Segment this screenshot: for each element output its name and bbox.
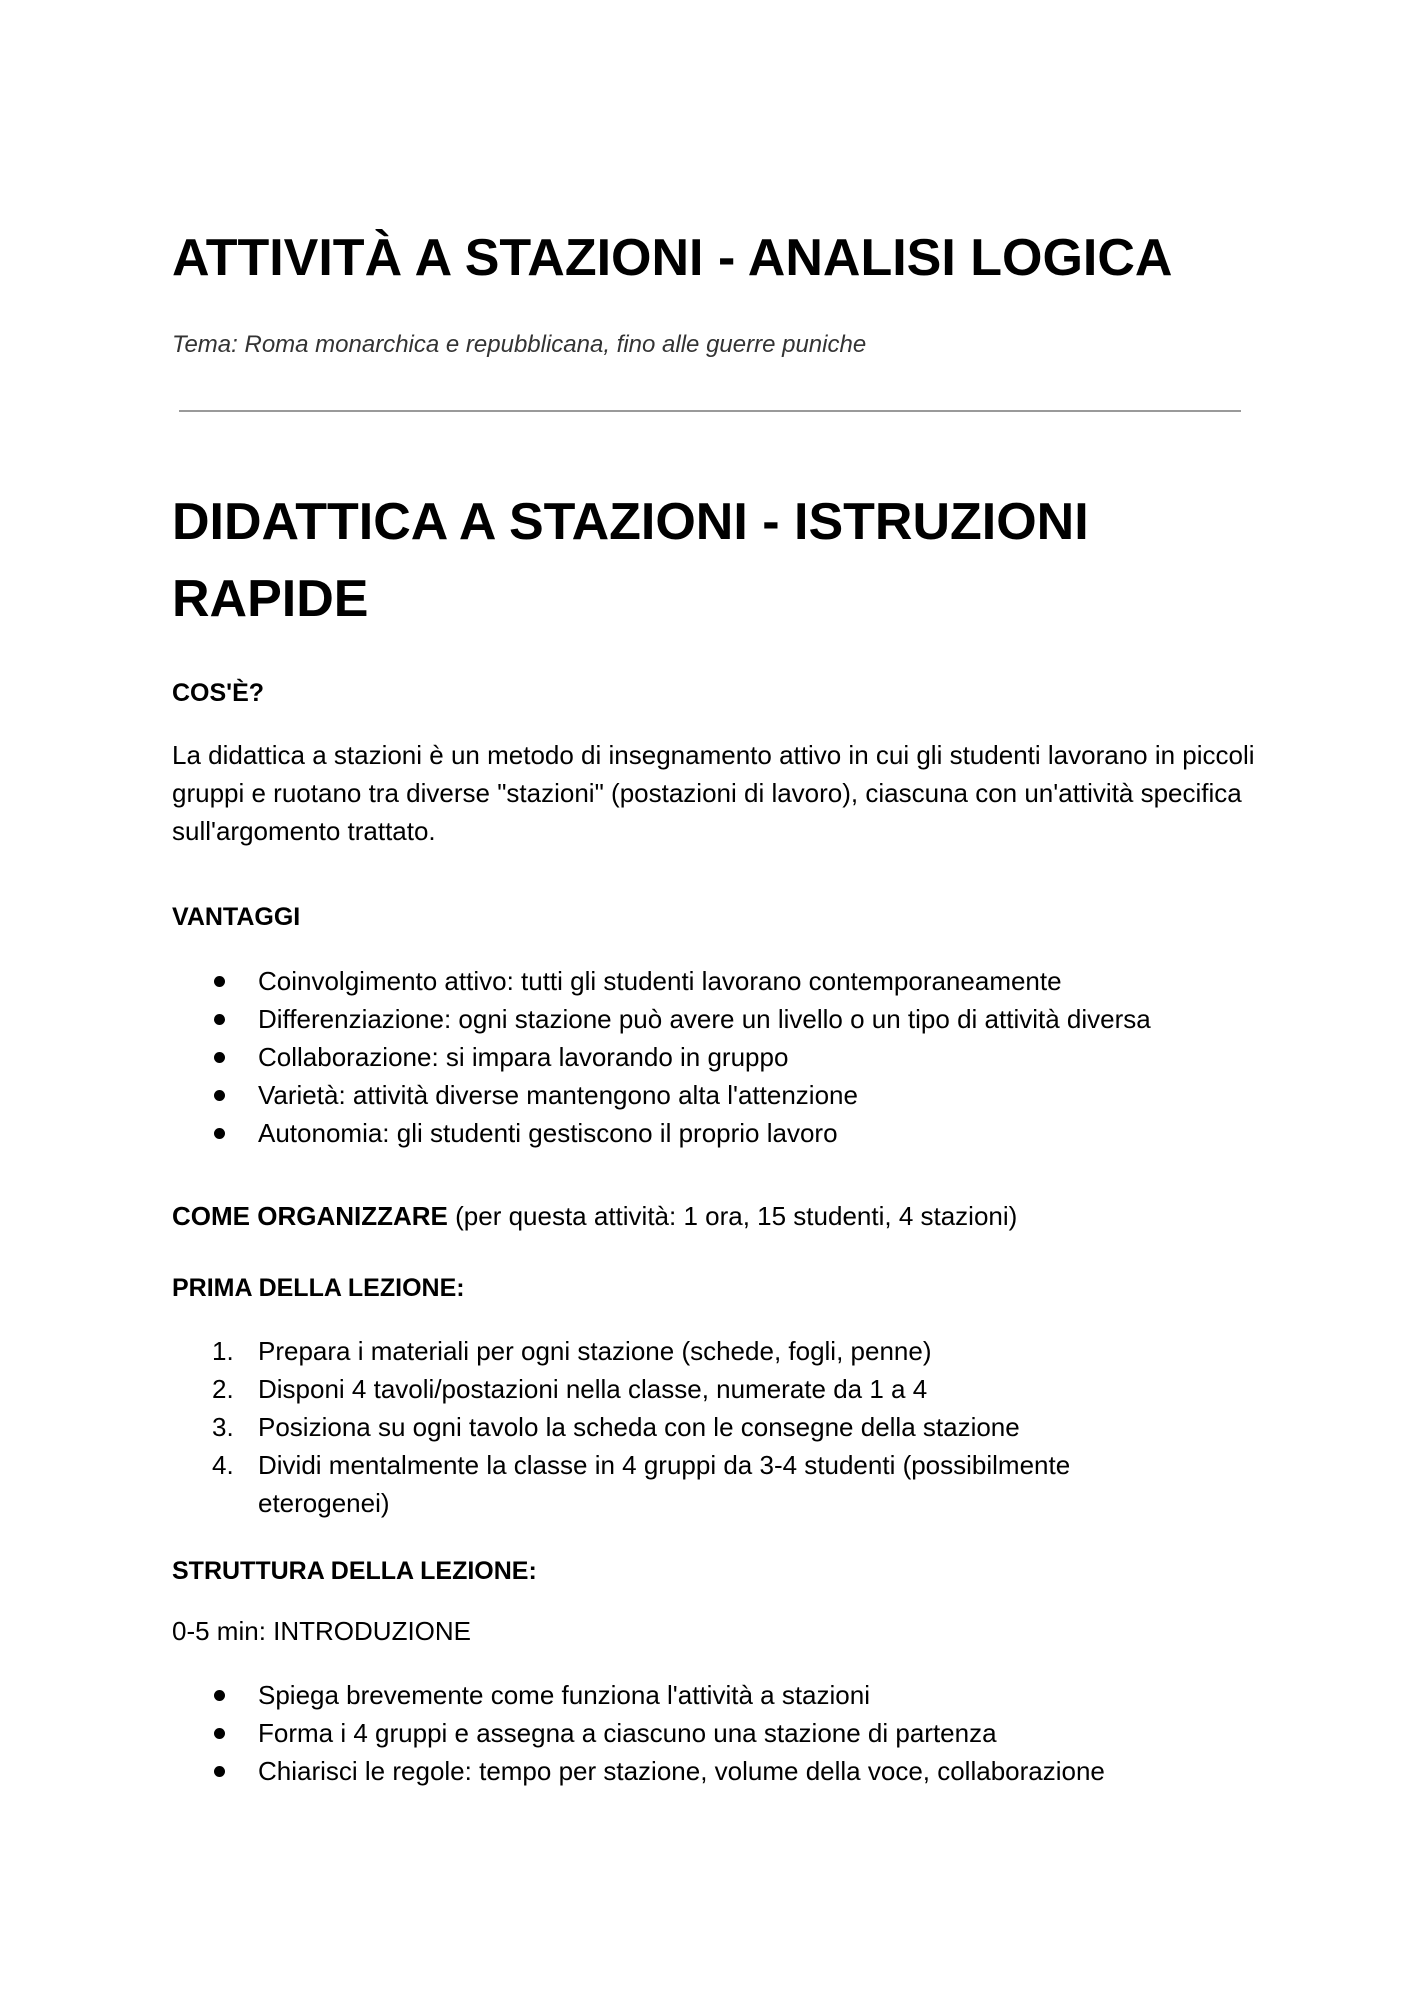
- list-item-text: Dividi mentalmente la classe in 4 gruppi da 3-4 studenti (possibilmente eterogenei): [258, 1450, 1071, 1518]
- list-item: [172, 1714, 1262, 1752]
- cose-heading: COS'È?: [172, 679, 265, 707]
- list-item-text: Prepara i materiali per ogni stazione (schede, fogli, penne): [258, 1336, 932, 1366]
- list-item: [172, 962, 1262, 1000]
- list-item: [172, 1370, 1262, 1408]
- list-item-text: Differenziazione: ogni stazione può avere un livello o un tipo di attività diversa: [258, 1004, 1151, 1034]
- bullet-icon: [214, 1752, 244, 1790]
- list-item-text: Collaborazione: si impara lavorando in gruppo: [258, 1042, 789, 1072]
- list-item-text: Forma i 4 gruppi e assegna a ciascuno una stazione di partenza: [258, 1718, 997, 1748]
- list-item-text: Posiziona su ogni tavolo la scheda con le consegne della stazione: [258, 1412, 1020, 1442]
- bullet-icon: [214, 1114, 244, 1152]
- bullet-icon: [214, 1714, 244, 1752]
- organizzare-line: [172, 1197, 1262, 1235]
- list-number: 2.: [212, 1374, 234, 1404]
- list-item: [172, 1408, 1262, 1446]
- list-item: [172, 1752, 1262, 1790]
- list-item: [172, 1446, 1128, 1522]
- bullet-icon: [214, 1038, 244, 1076]
- organizzare-detail: (per questa attività: 1 ora, 15 studenti, 4 stazioni): [447, 1201, 1018, 1231]
- prima-heading: PRIMA DELLA LEZIONE:: [172, 1274, 465, 1302]
- bullet-icon: [214, 962, 244, 1000]
- list-number: 3.: [212, 1412, 234, 1442]
- vantaggi-heading: VANTAGGI: [172, 903, 301, 931]
- document-title: ATTIVITÀ A STAZIONI - ANALISI LOGICA: [172, 229, 1173, 287]
- list-number: 1.: [212, 1336, 234, 1366]
- document-subtitle: Tema: Roma monarchica e repubblicana, fino alle guerre puniche: [172, 331, 867, 358]
- horizontal-divider: [179, 410, 1241, 412]
- list-number: 4.: [212, 1450, 234, 1480]
- list-item-text: Disponi 4 tavoli/postazioni nella classe, numerate da 1 a 4: [258, 1374, 928, 1404]
- organizzare-heading: COME ORGANIZZARE: [172, 1201, 448, 1231]
- list-item: [172, 1076, 1262, 1114]
- bullet-icon: [214, 1676, 244, 1714]
- list-item: [172, 1038, 1262, 1076]
- list-item-text: Spiega brevemente come funziona l'attività a stazioni: [258, 1680, 870, 1710]
- list-item: [172, 1676, 1262, 1714]
- prima-list: [172, 1332, 1262, 1522]
- list-item-text: Coinvolgimento attivo: tutti gli studenti lavorano contemporaneamente: [258, 966, 1062, 996]
- cose-paragraph: La didattica a stazioni è un metodo di insegnamento attivo in cui gli studenti lavorano in piccoli gruppi e ruotano tra diverse "stazioni" (postazioni di lavoro), ciascuna con un'attività specifica sull'argomento trattato.: [172, 740, 1255, 846]
- struttura-heading: STRUTTURA DELLA LEZIONE:: [172, 1557, 537, 1585]
- list-item: [172, 1332, 1262, 1370]
- list-item-text: Chiarisci le regole: tempo per stazione, volume della voce, collaborazione: [258, 1756, 1105, 1786]
- vantaggi-list: [172, 962, 1262, 1152]
- bullet-icon: [214, 1000, 244, 1038]
- list-item: [172, 1000, 1262, 1038]
- list-item-text: Autonomia: gli studenti gestiscono il proprio lavoro: [258, 1118, 838, 1148]
- section-title: DIDATTICA A STAZIONI - ISTRUZIONI RAPIDE: [172, 493, 1089, 628]
- list-item: [172, 1114, 1262, 1152]
- struttura-intro-label: 0-5 min: INTRODUZIONE: [172, 1616, 472, 1646]
- struttura-list: [172, 1676, 1262, 1790]
- bullet-icon: [214, 1076, 244, 1114]
- list-item-text: Varietà: attività diverse mantengono alta l'attenzione: [258, 1080, 858, 1110]
